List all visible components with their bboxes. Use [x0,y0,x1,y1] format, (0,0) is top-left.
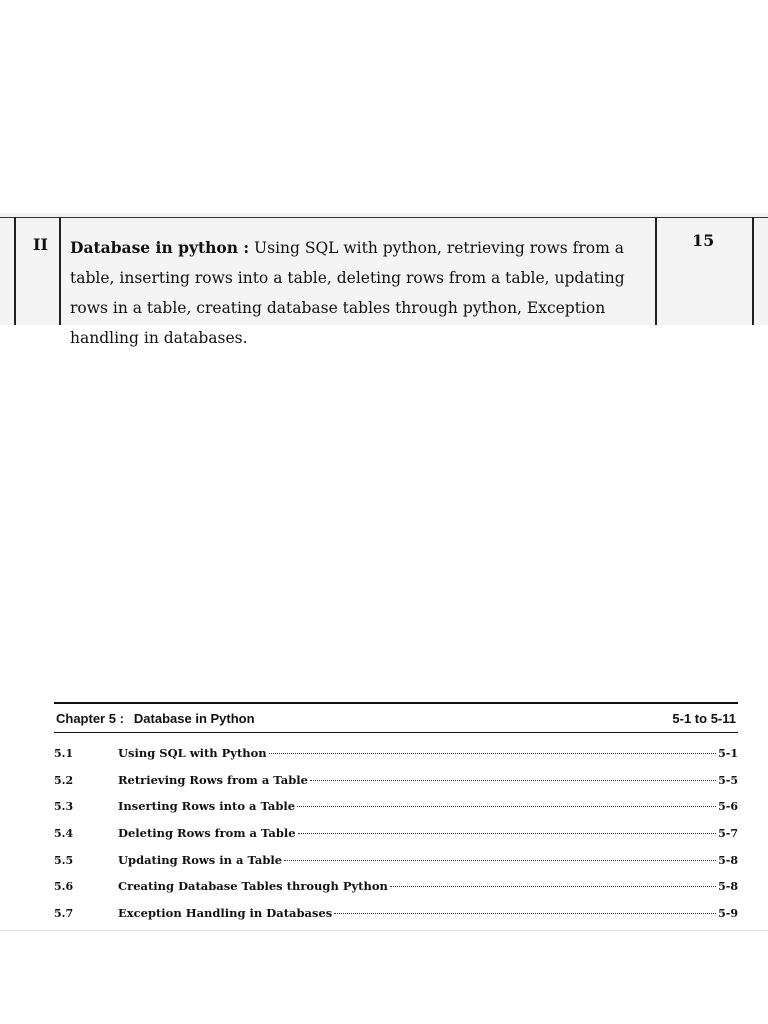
section-title: Retrieving Rows from a Table [118,772,308,787]
section-number: 5.1 [54,747,74,760]
chapter-label: Chapter 5 : [56,711,124,726]
unit-column-divider [59,217,61,325]
leader-dots [310,780,716,781]
table-top-border [0,217,768,218]
toc-top-rule [54,702,738,704]
topic-description: Using SQL with python, retrieving rows from a table, inserting rows into a table, deleting rows from a table, updating rows in a table, creating database tables through python, Exception handling in databases. [70,239,625,347]
leader-dots [284,860,716,861]
table-of-contents [54,702,738,932]
toc-entry [54,906,738,933]
page-bottom-line [0,930,768,931]
chapter-heading [56,711,255,726]
section-title: Updating Rows in a Table [118,852,283,867]
topic-title: Database in python : [70,238,250,257]
leader-dots [334,913,716,914]
section-number: 5.3 [54,800,74,814]
leader-dots [390,886,716,887]
toc-entry [54,853,738,880]
chapter-pages: 5-1 to 5-11 [672,711,736,726]
toc-entry [54,879,738,906]
syllabus-table [0,213,768,347]
toc-entry [54,826,738,853]
topic-cell [70,233,652,353]
section-title: Exception Handling in Databases [118,906,333,921]
unit-number: II [33,235,48,254]
section-title: Deleting Rows from a Table [118,826,296,841]
chapter-title: Database in Python [133,711,255,726]
section-page: 5-5 [718,773,738,787]
toc-entry [54,799,738,826]
section-number: 5.6 [54,880,74,894]
section-title: Inserting Rows into a Table [118,799,296,814]
section-page: 5-8 [718,880,738,894]
section-number: 5.7 [54,907,74,921]
lecture-hours: 15 [692,231,715,250]
leader-dots [298,833,717,834]
leader-dots [297,806,716,807]
table-left-border [14,217,16,325]
section-page: 5-7 [718,827,738,841]
section-title: Creating Database Tables through Python [118,879,388,894]
section-number: 5.5 [54,853,74,867]
hours-column-divider [655,217,657,325]
leader-dots [269,753,716,754]
toc-entry [54,746,738,773]
table-right-border [752,217,754,325]
toc-list [54,746,738,933]
section-page: 5-6 [718,800,738,814]
toc-entry [54,773,738,800]
section-title: Using SQL with Python [118,746,267,760]
section-page: 5-8 [718,853,738,867]
section-page: 5-1 [718,747,738,760]
toc-header-rule [54,732,738,733]
chapter-header [56,711,736,726]
section-number: 5.4 [54,827,74,841]
section-number: 5.2 [54,773,74,787]
section-page: 5-9 [718,907,738,921]
